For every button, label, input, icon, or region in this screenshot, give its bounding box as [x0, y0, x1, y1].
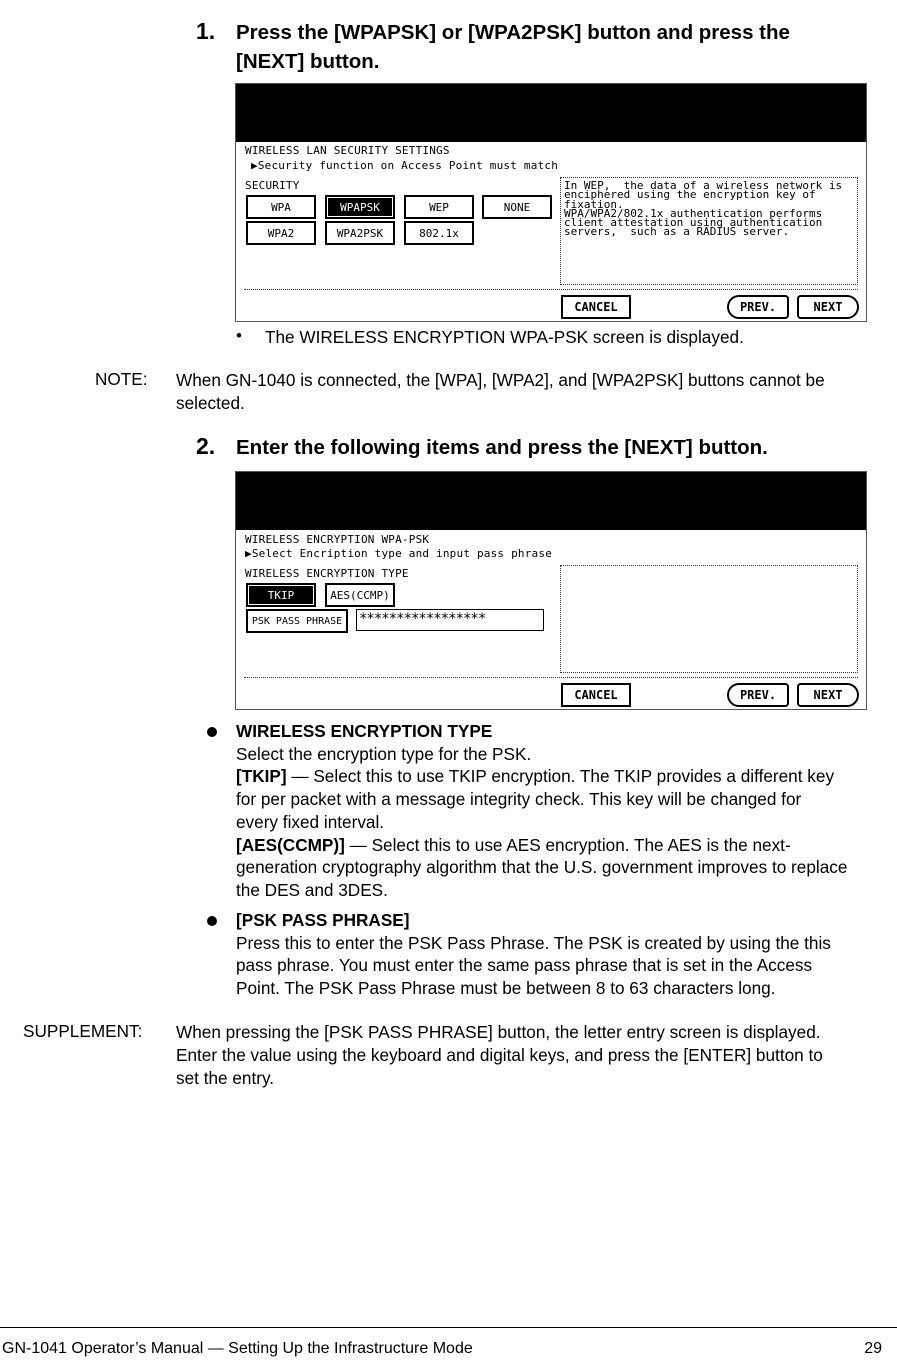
encryption-type-description [236, 720, 896, 902]
8021x-button[interactable]: 802.1x [405, 222, 473, 244]
psk-heading: [PSK PASS PHRASE] [236, 910, 410, 930]
page-number: 29 [864, 1340, 882, 1357]
footer-rule [0, 1327, 897, 1328]
cancel-button[interactable]: CANCEL [562, 684, 630, 706]
encryption-type-label: WIRELESS ENCRYPTION TYPE [245, 567, 409, 580]
supplement-text [176, 1021, 888, 1090]
supplement-line-3: set the entry. [176, 1068, 275, 1088]
tkip-label: [TKIP] [236, 766, 287, 787]
step-1-result: The WIRELESS ENCRYPTION WPA-PSK screen is displayed. [265, 327, 744, 347]
step-1-line-2: [NEXT] button. [236, 50, 380, 73]
step-1-instruction [236, 18, 876, 76]
screen-title: WIRELESS ENCRYPTION WPA-PSK [245, 533, 430, 546]
step-1-line-1: Press the [WPAPSK] or [WPA2PSK] button and press the [236, 21, 790, 44]
next-button[interactable]: NEXT [798, 296, 858, 318]
wpapsk-button[interactable]: WPAPSK [326, 196, 394, 218]
divider [244, 677, 858, 678]
bullet-dot [207, 727, 217, 737]
prev-button[interactable]: PREV. [728, 684, 788, 706]
footer-title: GN-1041 Operator’s Manual — Setting Up the Infrastructure Mode [2, 1340, 473, 1357]
security-info-box: In WEP, the data of a wireless network is enciphered using the encryption key of fixation. WPA/WPA2/802.1x authentication performs client attestation using authentication servers, such as a RADIUS server. [560, 177, 858, 285]
note-line-1: When GN-1040 is connected, the [WPA], [WPA2], and [WPA2PSK] buttons cannot be [176, 370, 825, 390]
enc-type-heading: WIRELESS ENCRYPTION TYPE [236, 721, 493, 741]
note-line-2: selected. [176, 393, 245, 413]
aes-desc-3: the DES and 3DES. [236, 879, 388, 900]
aes-ccmp-button[interactable]: AES(CCMP) [326, 584, 394, 606]
note-text [176, 369, 888, 415]
aes-desc-2: generation cryptography algorithm that the U.S. government improves to replace [236, 857, 848, 878]
tkip-desc-1: — Select this to use TKIP encryption. The TKIP provides a different key [286, 766, 835, 787]
psk-pass-phrase-description [236, 909, 896, 1000]
psk-desc-2: pass phrase. You must enter the same pass phrase that is set in the Access [236, 955, 813, 976]
supplement-line-1: When pressing the [PSK PASS PHRASE] button, the letter entry screen is displayed. [176, 1022, 821, 1042]
step-2-instruction: Enter the following items and press the [NEXT] button. [236, 436, 768, 459]
supplement-label: SUPPLEMENT: [23, 1021, 143, 1041]
prev-button[interactable]: PREV. [728, 296, 788, 318]
wpa-button[interactable]: WPA [247, 196, 315, 218]
psk-desc-1: Press this to enter the PSK Pass Phrase. The PSK is created by using the this [236, 932, 831, 953]
psk-desc-3: Point. The PSK Pass Phrase must be between 8 to 63 characters long. [236, 978, 776, 999]
screen-title: WIRELESS LAN SECURITY SETTINGS [245, 144, 450, 157]
encryption-info-box [560, 565, 858, 673]
note-label: NOTE: [95, 369, 148, 389]
psk-pass-phrase-button[interactable]: PSK PASS PHRASE [247, 610, 347, 632]
supplement-line-2: Enter the value using the keyboard and digital keys, and press the [ENTER] button to [176, 1045, 823, 1065]
divider [244, 289, 858, 290]
bullet-dot [207, 916, 217, 926]
screen-subtitle: ▶Select Encription type and input pass phrase [245, 547, 553, 560]
screen-header-bar [236, 472, 866, 530]
wep-button[interactable]: WEP [405, 196, 473, 218]
result-bullet: • [236, 326, 242, 345]
screen-subtitle: ▶Security function on Access Point must match [251, 159, 559, 172]
tkip-desc-2: for per packet with a message integrity check. This key will be changed for [236, 789, 802, 810]
enc-type-desc: Select the encryption type for the PSK. [236, 743, 532, 764]
step-2-number: 2. [196, 433, 216, 459]
security-label: SECURITY [245, 179, 300, 192]
tkip-button[interactable]: TKIP [247, 584, 315, 606]
tkip-desc-3: every fixed interval. [236, 811, 385, 832]
aes-desc-1: — Select this to use AES encryption. The AES is the next- [344, 834, 791, 855]
cancel-button[interactable]: CANCEL [562, 296, 630, 318]
security-settings-screen [235, 83, 867, 322]
next-button[interactable]: NEXT [798, 684, 858, 706]
screen-header-bar [236, 84, 866, 142]
wpa2psk-button[interactable]: WPA2PSK [326, 222, 394, 244]
wpa2-button[interactable]: WPA2 [247, 222, 315, 244]
none-button[interactable]: NONE [483, 196, 551, 218]
aes-label: [AES(CCMP)] [236, 834, 345, 855]
step-1-number: 1. [196, 18, 216, 44]
wpa-psk-screen [235, 471, 867, 710]
psk-pass-phrase-field[interactable]: ***************** [356, 609, 544, 631]
